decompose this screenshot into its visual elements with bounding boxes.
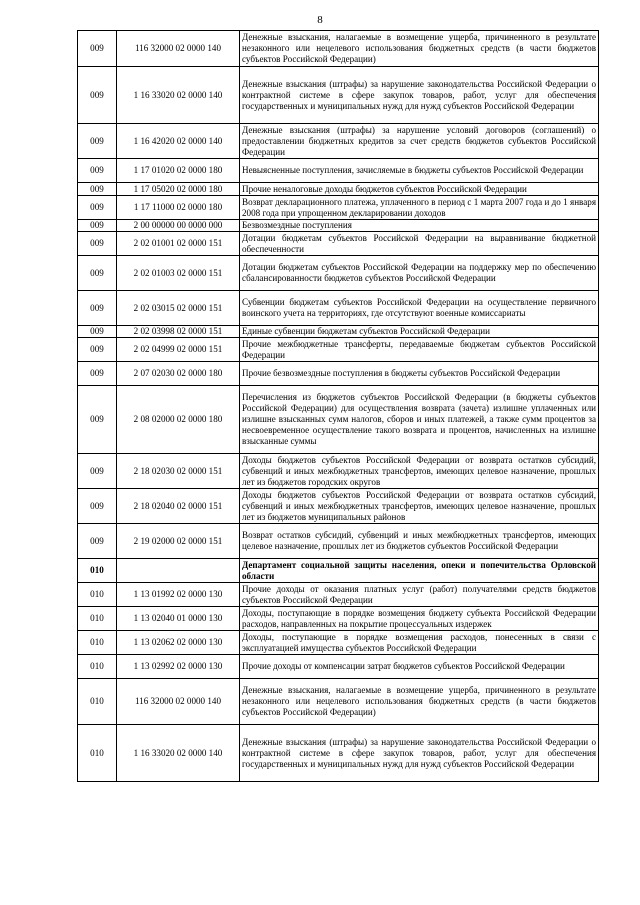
table-row [78, 31, 599, 67]
table-row [78, 291, 599, 326]
table-row [78, 631, 599, 655]
admin-code-cell: 009 [78, 386, 117, 454]
budget-code-cell: 2 07 02030 02 0000 180 [117, 362, 240, 386]
budget-code-cell: 116 32000 02 0000 140 [117, 679, 240, 725]
description-cell: Субвенции бюджетам субъектов Российской Федерации на осуществление первичного воинского учета на территориях, где отсутствуют военные комиссариаты [240, 291, 599, 326]
description-cell: Доходы бюджетов субъектов Российской Федерации от возврата остатков субсидий, субвенций и иных межбюджетных трансфертов, имеющих целевое назначение, прошлых лет из бюджетов муниципальных районов [240, 489, 599, 524]
table-row [78, 338, 599, 362]
admin-code-cell: 009 [78, 524, 117, 559]
budget-code-cell: 1 16 33020 02 0000 140 [117, 725, 240, 782]
description-cell: Невыясненные поступления, зачисляемые в бюджеты субъектов Российской Федерации [240, 159, 599, 183]
admin-code-cell: 010 [78, 607, 117, 631]
admin-code-cell: 009 [78, 159, 117, 183]
admin-code-cell: 009 [78, 67, 117, 124]
admin-code-cell: 010 [78, 655, 117, 679]
budget-code-cell: 1 13 02992 02 0000 130 [117, 655, 240, 679]
revenue-classification-table [77, 30, 599, 782]
budget-code-cell: 2 02 03998 02 0000 151 [117, 326, 240, 338]
table-row [78, 183, 599, 196]
budget-code-cell: 1 16 42020 02 0000 140 [117, 124, 240, 159]
budget-code-cell: 1 13 02040 01 0000 130 [117, 607, 240, 631]
budget-code-cell: 2 18 02040 02 0000 151 [117, 489, 240, 524]
description-cell: Денежные взыскания, налагаемые в возмещение ущерба, причиненного в результате незаконного или нецелевого использования бюджетных средств (в части бюджетов субъектов Российской Федерации) [240, 31, 599, 67]
budget-code-cell: 1 17 05020 02 0000 180 [117, 183, 240, 196]
budget-code-cell: 2 02 03015 02 0000 151 [117, 291, 240, 326]
budget-code-cell: 1 17 11000 02 0000 180 [117, 196, 240, 220]
table-row [78, 362, 599, 386]
description-cell: Возврат декларационного платежа, уплаченного в период с 1 марта 2007 года и до 1 января 2008 года при упрощенном декларировании доходов [240, 196, 599, 220]
budget-code-cell: 2 19 02000 02 0000 151 [117, 524, 240, 559]
budget-code-cell: 2 02 01001 02 0000 151 [117, 232, 240, 256]
table-body [78, 31, 599, 782]
table-row [78, 679, 599, 725]
admin-code-cell: 009 [78, 183, 117, 196]
table-row [78, 524, 599, 559]
admin-code-cell: 010 [78, 559, 117, 583]
description-cell: Доходы, поступающие в порядке возмещения бюджету субъекта Российской Федерации расходов, направленных на покрытие процессуальных издержек [240, 607, 599, 631]
description-cell: Перечисления из бюджетов субъектов Российской Федерации (в бюджеты субъектов Российской Федерации) для осуществления возврата (зачета) излишне уплаченных или излишне взысканных сумм налогов, сборов и иных платежей, а также сумм процентов за несвоевременное осуществление такого возврата и процентов, начисленных на излишне взысканные суммы [240, 386, 599, 454]
table-row [78, 725, 599, 782]
budget-code-cell: 1 13 02062 02 0000 130 [117, 631, 240, 655]
description-cell: Департамент социальной защиты населения, опеки и попечительства Орловской области [240, 559, 599, 583]
table-row [78, 583, 599, 607]
budget-code-cell: 2 02 04999 02 0000 151 [117, 338, 240, 362]
table-row [78, 326, 599, 338]
description-cell: Дотации бюджетам субъектов Российской Федерации на поддержку мер по обеспечению сбалансированности бюджетов субъектов Российской Федерации [240, 256, 599, 291]
description-cell: Доходы, поступающие в порядке возмещения расходов, понесенных в связи с эксплуатацией имущества субъектов Российской Федерации [240, 631, 599, 655]
admin-code-cell: 010 [78, 631, 117, 655]
budget-code-cell [117, 559, 240, 583]
description-cell: Денежные взыскания (штрафы) за нарушение условий договоров (соглашений) о предоставлении бюджетных кредитов за счет средств бюджетов субъектов Российской Федерации [240, 124, 599, 159]
table-row [78, 159, 599, 183]
admin-code-cell: 009 [78, 338, 117, 362]
table-row [78, 386, 599, 454]
description-cell: Прочие доходы от компенсации затрат бюджетов субъектов Российской Федерации [240, 655, 599, 679]
budget-code-cell: 1 13 01992 02 0000 130 [117, 583, 240, 607]
description-cell: Денежные взыскания, налагаемые в возмещение ущерба, причиненного в результате незаконного или нецелевого использования бюджетных средств (в части бюджетов субъектов Российской Федерации) [240, 679, 599, 725]
description-cell: Прочие неналоговые доходы бюджетов субъектов Российской Федерации [240, 183, 599, 196]
admin-code-cell: 009 [78, 256, 117, 291]
table-row [78, 67, 599, 124]
admin-code-cell: 009 [78, 31, 117, 67]
admin-code-cell: 009 [78, 232, 117, 256]
description-cell: Прочие межбюджетные трансферты, передаваемые бюджетам субъектов Российской Федерации [240, 338, 599, 362]
description-cell: Денежные взыскания (штрафы) за нарушение законодательства Российской Федерации о контрактной системе в сфере закупок товаров, работ, услуг для обеспечения государственных и муниципальных нужд для нужд субъектов Российской Федерации [240, 725, 599, 782]
budget-code-cell: 2 02 01003 02 0000 151 [117, 256, 240, 291]
admin-code-cell: 009 [78, 220, 117, 232]
admin-code-cell: 009 [78, 196, 117, 220]
table-row [78, 220, 599, 232]
budget-code-cell: 2 00 00000 00 0000 000 [117, 220, 240, 232]
table-row [78, 196, 599, 220]
table-row [78, 489, 599, 524]
admin-code-cell: 009 [78, 291, 117, 326]
table-row [78, 454, 599, 489]
admin-code-cell: 009 [78, 362, 117, 386]
description-cell: Дотации бюджетам субъектов Российской Федерации на выравнивание бюджетной обеспеченности [240, 232, 599, 256]
table-row [78, 256, 599, 291]
budget-code-cell: 1 16 33020 02 0000 140 [117, 67, 240, 124]
budget-code-cell: 2 18 02030 02 0000 151 [117, 454, 240, 489]
table-row [78, 232, 599, 256]
admin-code-cell: 009 [78, 489, 117, 524]
admin-code-cell: 010 [78, 679, 117, 725]
admin-code-cell: 009 [78, 454, 117, 489]
description-cell: Безвозмездные поступления [240, 220, 599, 232]
description-cell: Прочие доходы от оказания платных услуг (работ) получателями средств бюджетов субъектов Российской Федерации [240, 583, 599, 607]
table-row [78, 655, 599, 679]
budget-code-cell: 2 08 02000 02 0000 180 [117, 386, 240, 454]
table-row [78, 607, 599, 631]
table-row [78, 124, 599, 159]
description-cell: Возврат остатков субсидий, субвенций и иных межбюджетных трансфертов, имеющих целевое назначение, прошлых лет из бюджетов субъектов Российской Федерации [240, 524, 599, 559]
description-cell: Единые субвенции бюджетам субъектов Российской Федерации [240, 326, 599, 338]
admin-code-cell: 010 [78, 725, 117, 782]
table-section-header-row [78, 559, 599, 583]
budget-code-cell: 116 32000 02 0000 140 [117, 31, 240, 67]
description-cell: Прочие безвозмездные поступления в бюджеты субъектов Российской Федерации [240, 362, 599, 386]
budget-code-cell: 1 17 01020 02 0000 180 [117, 159, 240, 183]
admin-code-cell: 010 [78, 583, 117, 607]
admin-code-cell: 009 [78, 124, 117, 159]
admin-code-cell: 009 [78, 326, 117, 338]
description-cell: Доходы бюджетов субъектов Российской Федерации от возврата остатков субсидий, субвенций и иных межбюджетных трансфертов, имеющих целевое назначение, прошлых лет из бюджетов городских округов [240, 454, 599, 489]
page-number: 8 [317, 14, 323, 26]
description-cell: Денежные взыскания (штрафы) за нарушение законодательства Российской Федерации о контрактной системе в сфере закупок товаров, работ, услуг для обеспечения государственных и муниципальных нужд для нужд субъектов Российской Федерации [240, 67, 599, 124]
